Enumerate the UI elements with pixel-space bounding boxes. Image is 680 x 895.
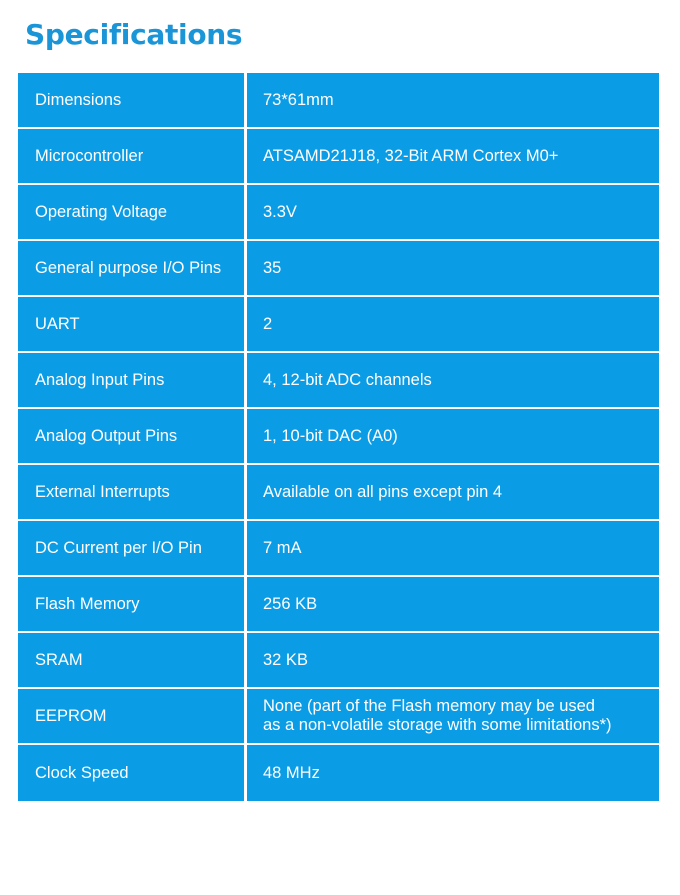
spec-value: 73*61mm <box>247 73 659 129</box>
spec-label: Dimensions <box>18 73 247 129</box>
spec-label: SRAM <box>18 633 247 689</box>
spec-value: 3.3V <box>247 185 659 241</box>
table-row <box>18 577 659 633</box>
spec-label: External Interrupts <box>18 465 247 521</box>
spec-value: 48 MHz <box>247 745 659 801</box>
spec-value: 1, 10-bit DAC (A0) <box>247 409 659 465</box>
spec-label: Analog Input Pins <box>18 353 247 409</box>
table-row <box>18 353 659 409</box>
table-row <box>18 185 659 241</box>
spec-value: 2 <box>247 297 659 353</box>
table-row <box>18 297 659 353</box>
specifications-table <box>18 73 659 801</box>
spec-value: ATSAMD21J18, 32-Bit ARM Cortex M0+ <box>247 129 659 185</box>
table-row <box>18 241 659 297</box>
table-row <box>18 129 659 185</box>
table-row <box>18 465 659 521</box>
table-row <box>18 745 659 801</box>
table-row <box>18 689 659 745</box>
table-row <box>18 521 659 577</box>
page-title: Specifications <box>25 18 243 51</box>
spec-value: Available on all pins except pin 4 <box>247 465 659 521</box>
spec-value: 256 KB <box>247 577 659 633</box>
spec-label: Flash Memory <box>18 577 247 633</box>
table-row <box>18 73 659 129</box>
spec-label: EEPROM <box>18 689 247 745</box>
spec-label: Operating Voltage <box>18 185 247 241</box>
spec-label: UART <box>18 297 247 353</box>
spec-value: None (part of the Flash memory may be used as a non-volatile storage with some limitations*) <box>247 689 659 745</box>
spec-label: Analog Output Pins <box>18 409 247 465</box>
spec-label: Clock Speed <box>18 745 247 801</box>
spec-label: Microcontroller <box>18 129 247 185</box>
spec-value: 4, 12-bit ADC channels <box>247 353 659 409</box>
spec-value: 7 mA <box>247 521 659 577</box>
spec-value: 32 KB <box>247 633 659 689</box>
spec-label: General purpose I/O Pins <box>18 241 247 297</box>
table-row <box>18 633 659 689</box>
spec-label: DC Current per I/O Pin <box>18 521 247 577</box>
table-row <box>18 409 659 465</box>
spec-value: 35 <box>247 241 659 297</box>
